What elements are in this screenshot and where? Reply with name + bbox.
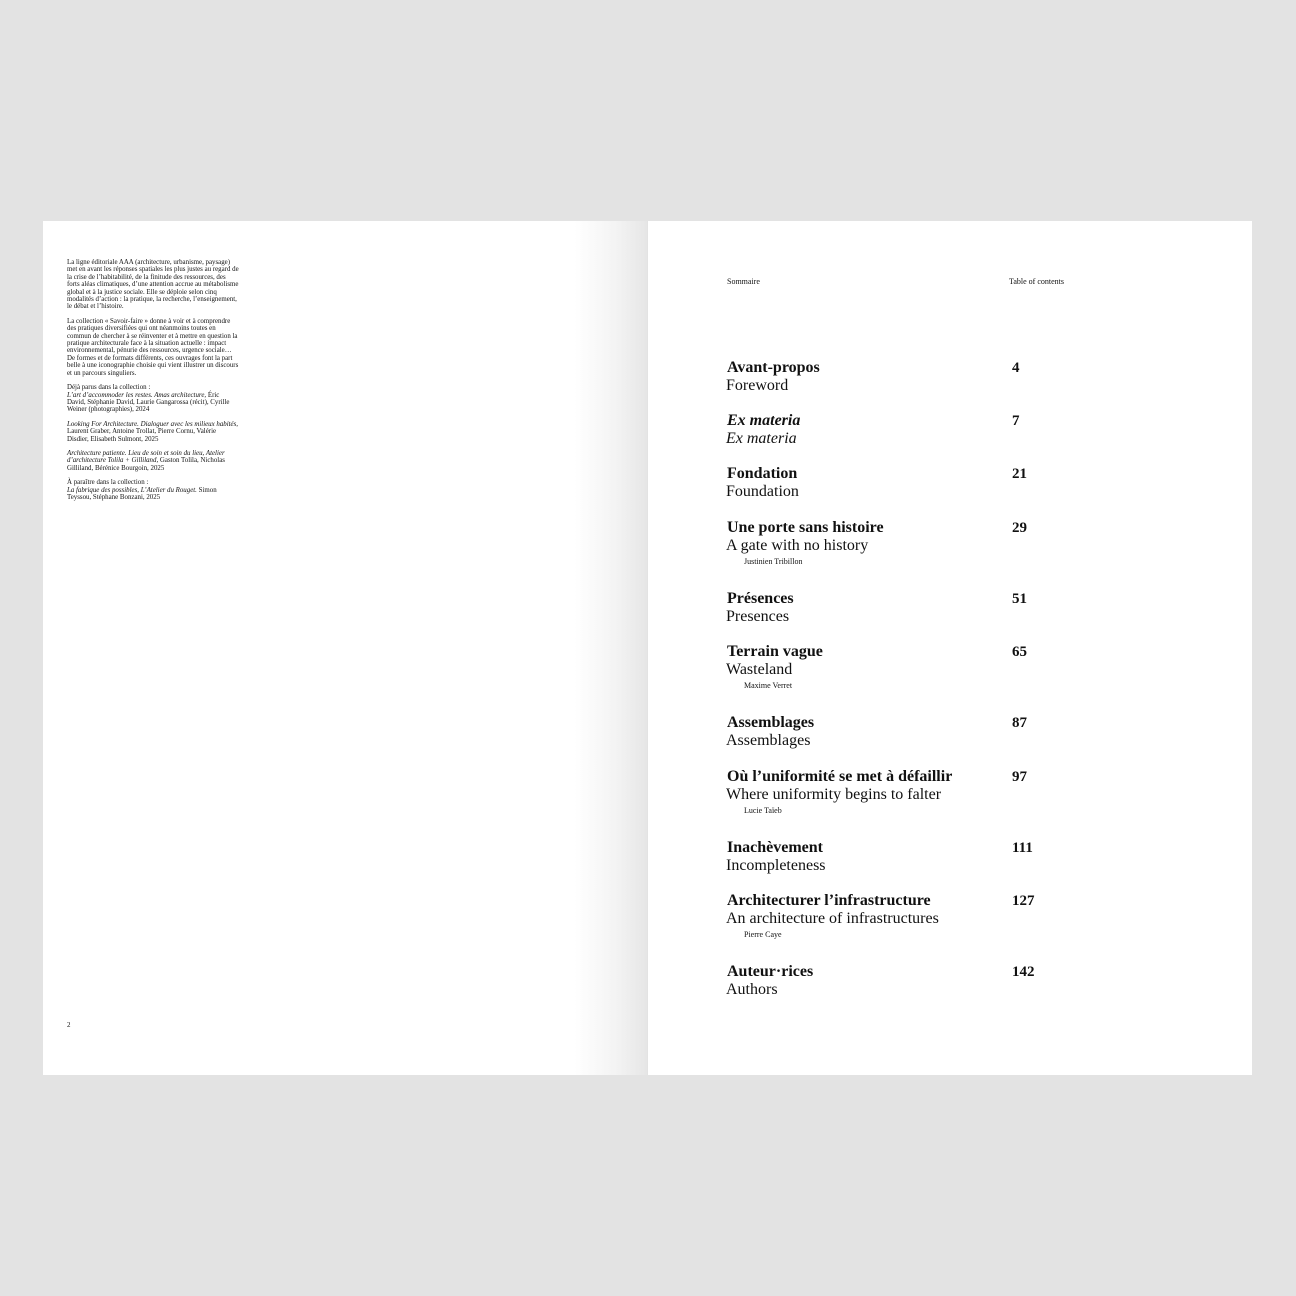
entry-title-fr: Ex materia: [727, 412, 801, 429]
entry-title-en: Foundation: [726, 483, 799, 500]
collection-paragraph: La collection « Savoir-faire » donne à voir et à comprendre des pratiques diversifiées qui ont néanmoins toutes en commun de chercher à se réinventer et à mettre en question la pratique architecturale face à la situation actuelle : impact environnemental, pénurie des ressources, urgence sociale… De formes et de formats différents, ces ouvrages font la part belle à une iconographie choisie qui vient illustrer un discours et un parcours singuliers.: [67, 317, 239, 377]
entry-page-number: 65: [1012, 644, 1027, 660]
header-sommaire: Sommaire: [727, 277, 760, 286]
entry-title-fr: Fondation: [727, 465, 798, 482]
book-authors: Laurent Graber, Antoine Trollat, Pierre Cornu, Valérie Disdier, Elisabeth Sulmont, 2025: [67, 428, 217, 443]
entry-author: Lucie Taïeb: [744, 806, 782, 815]
header-table-of-contents: Table of contents: [1009, 277, 1064, 286]
entry-page-number: 29: [1012, 520, 1027, 536]
published-book-2: [67, 421, 239, 443]
entry-page-number: 111: [1012, 840, 1033, 856]
entry-page-number: 21: [1012, 466, 1027, 482]
entry-title-en: Incompleteness: [726, 857, 826, 874]
book-title: L’art d’accommoder les restes. Amas architecture,: [67, 391, 207, 399]
entry-title-en: Presences: [726, 608, 790, 625]
published-book-3: [67, 450, 239, 472]
entry-page-number: 142: [1012, 964, 1035, 980]
entry-author: Justinien Tribillon: [744, 557, 803, 566]
entry-title-fr: Présences: [727, 590, 794, 607]
entry-page-number: 7: [1012, 413, 1020, 429]
entry-title-fr: Terrain vague: [727, 643, 823, 660]
book-title: Architecture patiente. Lieu de soin et soin du lieu, Atelier d’architecture Tolila + Gilliland,: [67, 449, 225, 465]
already-published-label: Déjà parus dans la collection :: [67, 384, 151, 392]
forthcoming-label: À paraître dans la collection :: [67, 479, 149, 487]
entry-title-en: Wasteland: [726, 661, 793, 678]
entry-page-number: 87: [1012, 715, 1027, 731]
entry-author: Maxime Verret: [744, 681, 793, 690]
entry-page-number: 97: [1012, 769, 1027, 785]
entry-title-fr: Une porte sans histoire: [727, 519, 884, 536]
entry-title-en: Authors: [726, 981, 778, 998]
entry-page-number: 127: [1012, 893, 1035, 909]
colophon: [67, 259, 239, 508]
page-number: 2: [67, 1021, 71, 1029]
table-of-contents: [648, 221, 1252, 1075]
entry-title-en: An architecture of infrastructures: [726, 910, 939, 927]
editorial-line-paragraph: La ligne éditoriale AAA (architecture, urbanisme, paysage) met en avant les réponses spatiales les plus justes au regard de la crise de l’habitabilité, de la finitude des ressources, des forts aléas climatiques, d’une attention accrue au métabolisme global et à la justice sociale. Elle se déploie selon cinq modalités d’action : la pratique, la recherche, l’enseignement, le débat et l’histoire.: [67, 259, 239, 311]
published-book-1: [67, 384, 239, 414]
right-page: [648, 221, 1252, 1075]
entry-title-en: Assemblages: [726, 732, 811, 749]
entry-page-number: 4: [1012, 360, 1020, 376]
entry-title-en: Where uniformity begins to falter: [726, 786, 942, 803]
entry-author: Pierre Caye: [744, 930, 782, 939]
entry-title-en: Foreword: [726, 377, 789, 394]
entry-title-en: A gate with no history: [726, 537, 869, 554]
entry-title-fr: Avant-propos: [727, 359, 820, 376]
entry-title-fr: Assemblages: [727, 714, 815, 731]
book-authors: Éric David, Stéphanie David, Laurie Gangarossa (récit), Cyrille Weiner (photographies), 2024: [67, 391, 230, 414]
book-authors: Simon Teyssou, Stéphane Bonzani, 2025: [67, 486, 217, 501]
entry-title-fr: Architecturer l’infrastructure: [727, 892, 931, 909]
entry-title-fr: Où l’uniformité se met à défaillir: [727, 768, 953, 785]
book-title: La fabrique des possibles, L’Atelier du Rouget.: [67, 486, 197, 494]
book-title: Looking For Architecture. Dialoguer avec les milieux habités,: [67, 420, 239, 428]
entry-page-number: 51: [1012, 591, 1027, 607]
entry-title-fr: Auteur·rices: [727, 963, 814, 980]
entry-title-fr: Inachèvement: [727, 839, 823, 856]
forthcoming-book: [67, 479, 239, 501]
left-page: [43, 221, 647, 1075]
book-authors: Gaston Tolila, Nicholas Gilliland, Bérénice Bourgoin, 2025: [67, 457, 225, 472]
entry-title-en: Ex materia: [726, 430, 797, 447]
